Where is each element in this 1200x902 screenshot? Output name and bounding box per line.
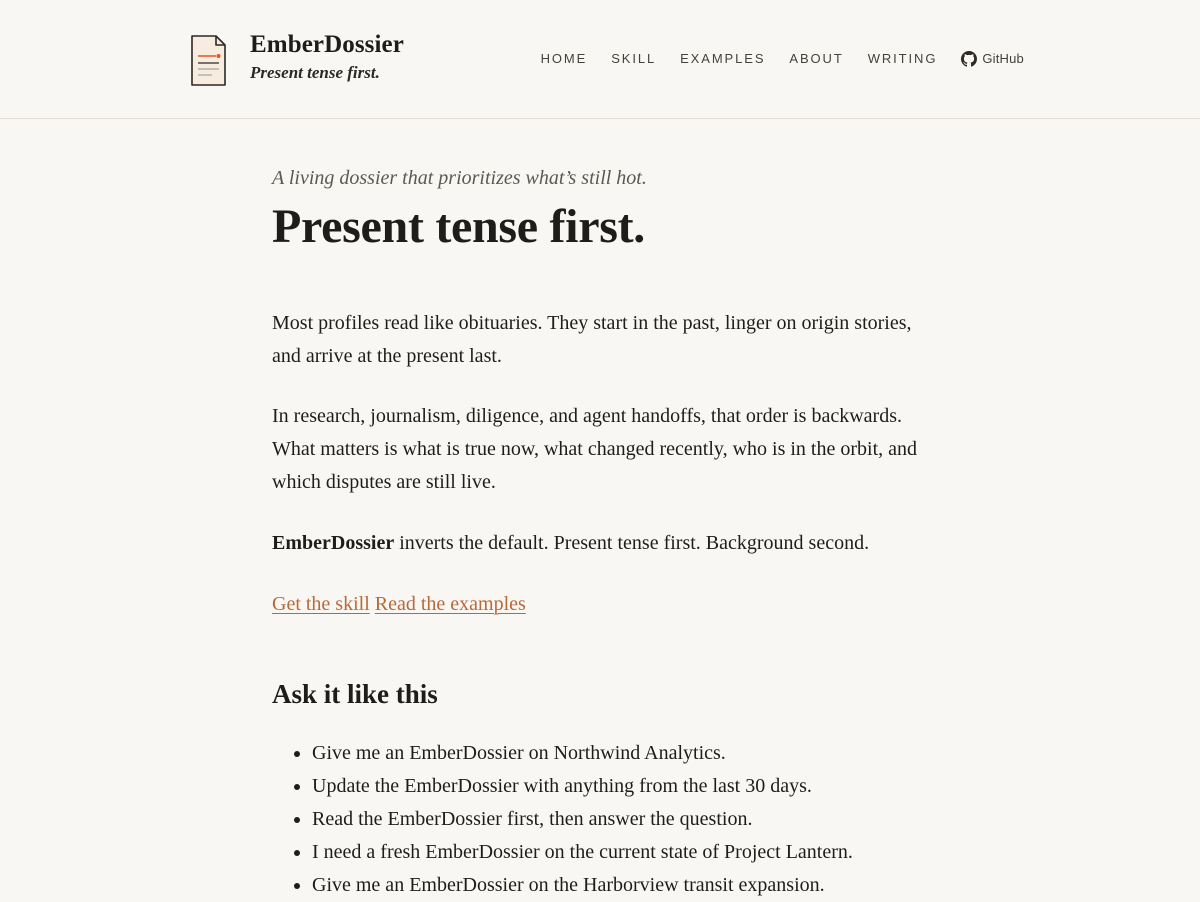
ask-heading: Ask it like this xyxy=(272,679,438,709)
brand-home-link[interactable] xyxy=(188,32,404,88)
intro-paragraph-3 xyxy=(272,527,922,560)
main-content xyxy=(272,165,922,902)
nav-about[interactable]: ABOUT xyxy=(789,51,844,66)
list-item: • Give me an EmberDossier on Northwind Analytics. xyxy=(312,737,922,770)
product-name: EmberDossier xyxy=(272,532,395,554)
ask-examples-list xyxy=(272,737,922,902)
intro-paragraph-2: In research, journalism, diligence, and agent handoffs, that order is backwards. What matters is what is true now, what changed recently, who is in the orbit, and which disputes are still live. xyxy=(272,405,918,493)
nav-github[interactable] xyxy=(961,50,1024,68)
read-examples-link[interactable]: Read the examples xyxy=(374,593,526,615)
intro-paragraph-3-text: inverts the default. Present tense first. Background second. xyxy=(394,532,870,554)
page-title: Present tense first. xyxy=(272,200,645,253)
nav-writing[interactable]: WRITING xyxy=(867,51,938,66)
github-icon xyxy=(961,51,977,67)
brand-name: EmberDossier xyxy=(250,31,404,58)
document-icon xyxy=(188,34,228,88)
list-item: • Read the EmberDossier first, then answer the question. xyxy=(312,803,922,836)
brand-tagline: Present tense first. xyxy=(250,63,380,82)
list-item: • I need a fresh EmberDossier on the current state of Project Lantern. xyxy=(312,836,922,869)
github-label: GitHub xyxy=(982,51,1024,66)
get-skill-link[interactable]: Get the skill xyxy=(272,593,370,615)
nav-examples[interactable]: EXAMPLES xyxy=(680,51,766,66)
nav-home[interactable]: HOME xyxy=(540,51,588,66)
intro-text xyxy=(272,307,922,560)
nav-skill[interactable]: SKILL xyxy=(611,51,657,66)
list-item: • Update the EmberDossier with anything from the last 30 days. xyxy=(312,770,922,803)
brand-text xyxy=(250,32,404,84)
site-header xyxy=(0,0,1200,119)
list-item: • Give me an EmberDossier on the Harborview transit expansion. xyxy=(312,869,922,902)
eyebrow-text: A living dossier that prioritizes what’s still hot. xyxy=(272,167,647,189)
intro-paragraph-1: Most profiles read like obituaries. They start in the past, linger on origin stories, and arrive at the present last. xyxy=(272,312,912,367)
cta-links xyxy=(272,588,922,621)
main-nav xyxy=(541,50,1024,68)
